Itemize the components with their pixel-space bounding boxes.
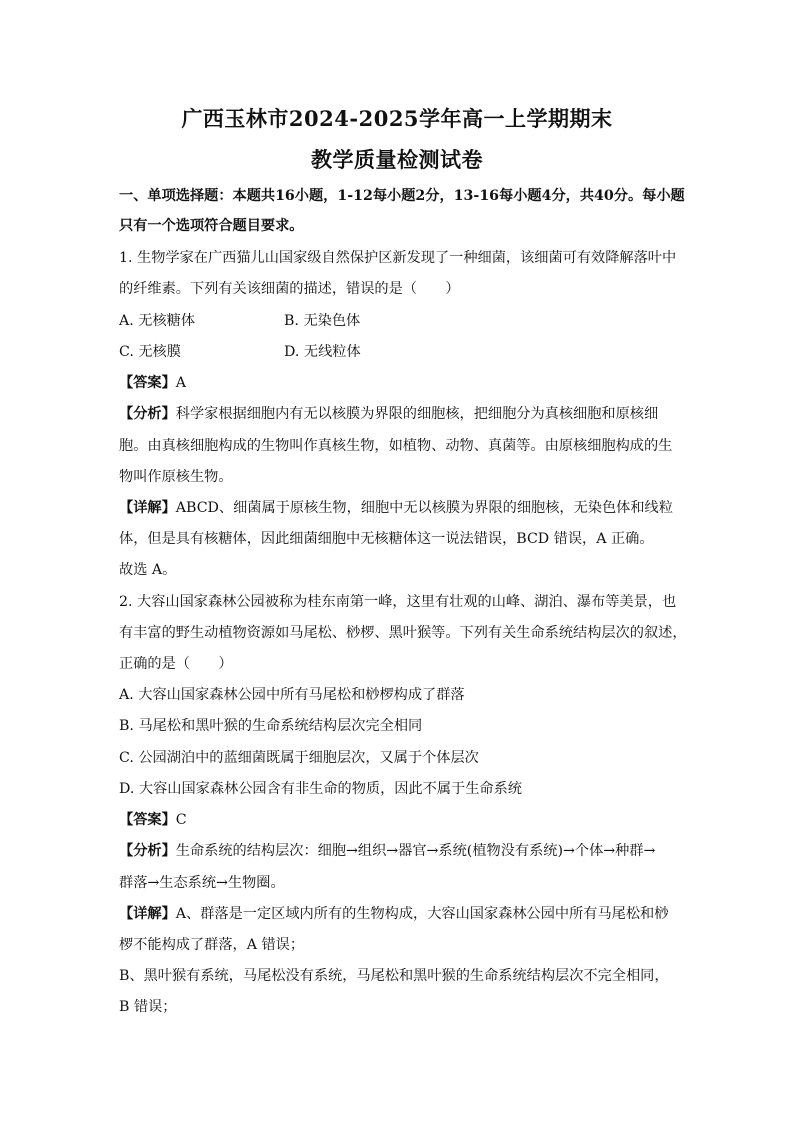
document-title-line1: 广西玉林市2024-2025学年高一上学期期末 (181, 106, 613, 131)
question-1-options-row2 (119, 342, 519, 362)
answer-value: A (175, 375, 187, 391)
detail-label: 【详解】 (119, 906, 176, 922)
detail-text: A、群落是一定区域内所有的生物构成，大容山国家森林公园中所有马尾松和桫 (175, 906, 669, 922)
question-2-stem-line1: 2. 大容山国家森林公园被称为桂东南第一峰，这里有壮观的山峰、湖泊、瀑布等美景，也 (119, 594, 677, 610)
question-2-analysis-line1 (119, 841, 689, 861)
answer-label: 【答案】 (119, 812, 176, 828)
analysis-label: 【分析】 (119, 406, 176, 422)
question-2-detail-line2: 椤不能构成了群落，A 错误； (119, 937, 305, 953)
detail-label: 【详解】 (119, 500, 176, 516)
section-heading-line2: 只有一个选项符合题目要求。 (119, 218, 304, 234)
question-2-option-d: D. 大容山国家森林公园含有非生命的物质，因此不属于生命系统 (119, 781, 522, 797)
question-2-stem-line2: 有丰富的野生动植物资源如马尾松、桫椤、黑叶猴等。下列有关生命系统结构层次的叙述， (119, 625, 687, 641)
question-2-answer (119, 810, 689, 830)
question-1-detail-line3: 故选 A。 (119, 562, 177, 578)
analysis-text: 科学家根据细胞内有无以核膜为界限的细胞核，把细胞分为真核细胞和原核细 (175, 406, 659, 422)
question-2-detail-line1 (119, 904, 689, 924)
question-1-stem-line1: 1. 生物学家在广西猫儿山国家级自然保护区新发现了一种细菌，该细菌可有效降解落叶中 (119, 250, 677, 266)
answer-label: 【答案】 (119, 375, 176, 391)
question-1-options-row1 (119, 311, 519, 331)
question-1-detail-line1 (119, 498, 689, 518)
question-1-detail-line2: 体，但是具有核糖体，因此细菌细胞中无核糖体这一说法错误，BCD 错误，A 正确。 (119, 531, 654, 547)
analysis-text: 生命系统的结构层次：细胞→组织→器官→系统(植物没有系统)→个体→种群→ (175, 843, 656, 859)
question-1-analysis-line3: 物叫作原核生物。 (119, 469, 233, 485)
question-2-analysis-line2: 群落→生态系统→生物圈。 (119, 875, 285, 891)
question-1-option-a: A. 无核糖体 (119, 313, 196, 329)
section-heading-line1: 一、单项选择题：本题共16小题，1-12每小题2分，13-16每小题4分，共40分。每小题 (119, 188, 685, 204)
question-1-option-b: B. 无染色体 (284, 313, 361, 329)
question-2-option-b: B. 马尾松和黑叶猴的生命系统结构层次完全相同 (119, 718, 423, 734)
question-1-option-c: C. 无核膜 (119, 344, 181, 360)
detail-text: ABCD、细菌属于原核生物，细胞中无以核膜为界限的细胞核，无染色体和线粒 (175, 500, 673, 516)
question-2-stem-line3: 正确的是（ ） (119, 656, 233, 672)
question-1-answer (119, 373, 689, 393)
question-2-detail-line4: B 错误； (119, 999, 177, 1015)
answer-value: C (175, 812, 187, 828)
question-2-detail-line3: B、黑叶猴有系统，马尾松没有系统，马尾松和黑叶猴的生命系统结构层次不完全相同， (119, 968, 669, 984)
analysis-label: 【分析】 (119, 843, 176, 859)
question-1-option-d: D. 无线粒体 (284, 344, 361, 360)
question-2-option-a: A. 大容山国家森林公园中所有马尾松和桫椤构成了群落 (119, 687, 465, 703)
document-title-line2: 教学质量检测试卷 (311, 147, 483, 172)
question-2-option-c: C. 公园湖泊中的蓝细菌既属于细胞层次，又属于个体层次 (119, 750, 479, 766)
question-1-analysis-line2: 胞。由真核细胞构成的生物叫作真核生物，如植物、动物、真菌等。由原核细胞构成的生 (119, 438, 673, 454)
question-1-analysis-line1 (119, 404, 689, 424)
question-1-stem-line2: 的纤维素。下列有关该细菌的描述，错误的是（ ） (119, 281, 460, 297)
